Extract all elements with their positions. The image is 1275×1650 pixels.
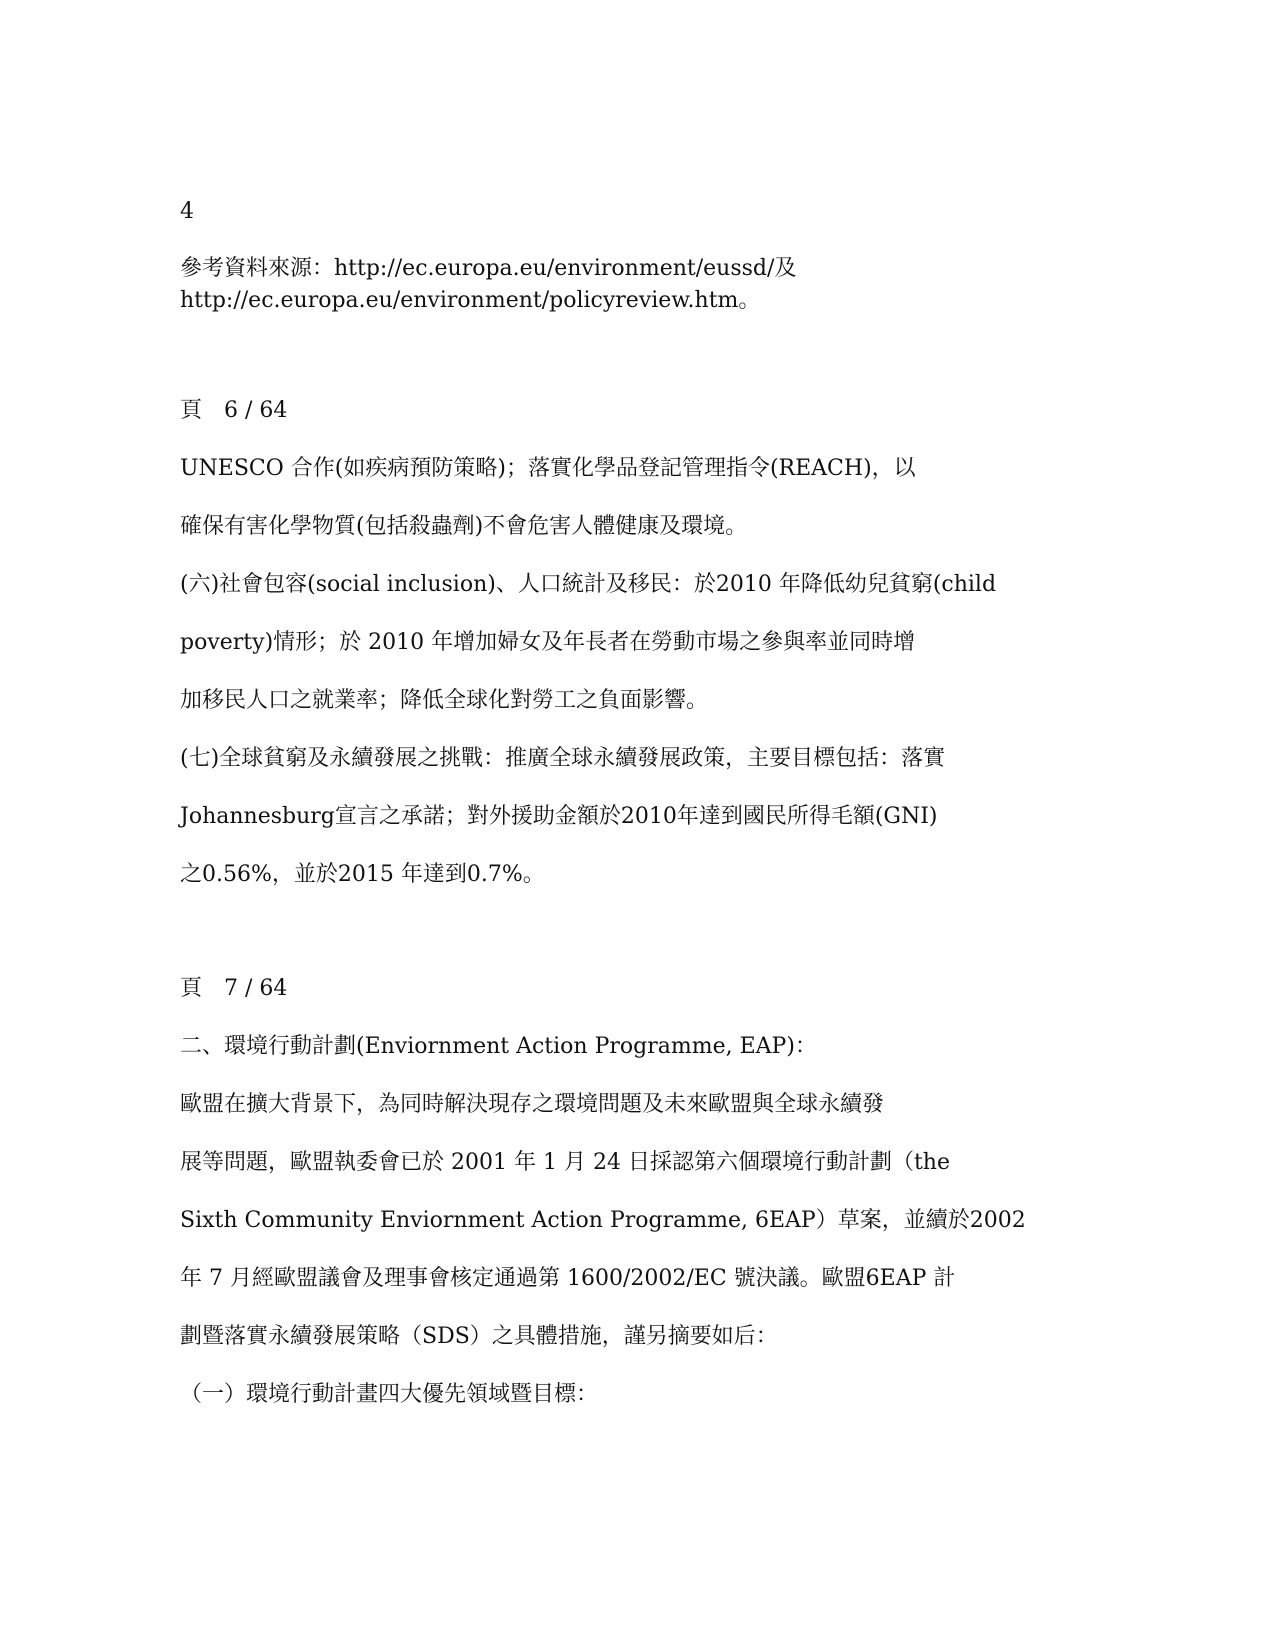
footnote-source-line-2: http://ec.europa.eu/environment/policyreview.htm。 xyxy=(180,288,761,313)
page-number-label: 頁 6 / 64 xyxy=(180,398,288,423)
body-text-line: Johannesburg宣言之承諾；對外援助金額於2010年達到國民所得毛額(GNI) xyxy=(180,804,938,829)
body-text-line: (六)社會包容(social inclusion)、人口統計及移民：於2010 年降低幼兒貧窮(child xyxy=(180,572,997,597)
section-heading: 二、環境行動計劃(Enviornment Action Programme, EAP)： xyxy=(180,1034,817,1059)
footnote-number: 4 xyxy=(180,199,194,224)
body-text-line: 年 7 月經歐盟議會及理事會核定通過第 1600/2002/EC 號決議。歐盟6EAP 計 xyxy=(180,1266,956,1291)
body-text-line: Sixth Community Enviornment Action Programme, 6EAP）草案，並續於2002 xyxy=(180,1208,1026,1233)
body-text-line: 劃暨落實永續發展策略（SDS）之具體措施，謹另摘要如后： xyxy=(180,1324,778,1349)
body-text-line: UNESCO 合作(如疾病預防策略)；落實化學品登記管理指令(REACH)，以 xyxy=(180,456,916,481)
body-text-line: 確保有害化學物質(包括殺蟲劑)不會危害人體健康及環境。 xyxy=(180,514,748,539)
footnote-source-line-1: 參考資料來源：http://ec.europa.eu/environment/eussd/及 xyxy=(180,256,797,281)
body-text-line: 展等問題，歐盟執委會已於 2001 年 1 月 24 日採認第六個環境行動計劃（the xyxy=(180,1150,950,1175)
subsection-heading: （一）環境行動計畫四大優先領域暨目標： xyxy=(180,1382,599,1407)
body-text-line: (七)全球貧窮及永續發展之挑戰：推廣全球永續發展政策，主要目標包括：落實 xyxy=(180,746,946,771)
page-number-label: 頁 7 / 64 xyxy=(180,976,288,1001)
body-text-line: 歐盟在擴大背景下，為同時解決現存之環境問題及未來歐盟與全球永續發 xyxy=(180,1092,885,1117)
body-text-line: 加移民人口之就業率；降低全球化對勞工之負面影響。 xyxy=(180,688,709,713)
body-text-line: poverty)情形；於 2010 年增加婦女及年長者在勞動市場之參與率並同時增 xyxy=(180,630,916,655)
body-text-line: 之0.56%，並於2015 年達到0.7%。 xyxy=(180,862,545,887)
